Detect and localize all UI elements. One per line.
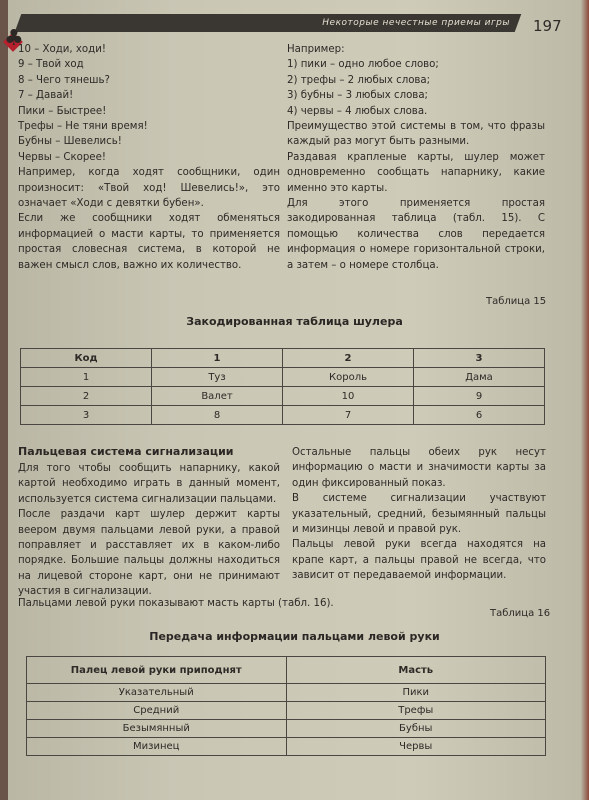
table-16-number: Таблица 16: [490, 608, 551, 619]
text-line: 9 – Твой ход: [18, 59, 84, 71]
page-edge: [581, 0, 589, 800]
right-column-top: [287, 42, 545, 273]
section-title: Пальцевая система сигнализации: [18, 445, 234, 458]
table-header-cell: 1: [152, 349, 283, 368]
book-binding: [0, 0, 8, 800]
table-15: [20, 348, 545, 425]
paragraph: Для того чтобы сообщить напарнику, какой картой необходимо играть в данный момент, используется система сигнализации пальцами.: [18, 463, 280, 505]
paragraph: Если же сообщники ходят обменяться информацией о масти карты, то применяется простая словесная система, в которой не важен смысл слов, важно их количество.: [18, 213, 280, 271]
left-column-top: [18, 42, 280, 273]
table-cell: 2: [21, 387, 152, 406]
table-cell: Дама: [414, 368, 545, 387]
table-header-cell: 2: [283, 349, 414, 368]
right-column-bottom: [292, 445, 546, 584]
text-line: Пики – Быстрее!: [18, 105, 107, 117]
table-cell: Трефы: [286, 702, 546, 720]
table-header-cell: Палец левой руки приподнят: [27, 657, 287, 684]
full-width-line: Пальцами левой руки показывают масть карты (табл. 16).: [18, 598, 334, 609]
page-number: 197: [533, 17, 562, 35]
table-cell: Туз: [152, 368, 283, 387]
table-header-row: [21, 349, 545, 368]
table-cell: 1: [21, 368, 152, 387]
text-line: 1) пики – одно любое слово;: [287, 59, 439, 71]
table-cell: Указательный: [27, 684, 287, 702]
table-header-row: [27, 657, 546, 684]
table-row: [27, 684, 546, 702]
paragraph: Остальные пальцы обеих рук несут информацию о масти и значимости карты за один фиксированный показ.: [292, 447, 546, 489]
table-row: [21, 406, 545, 425]
paragraph: Пальцы левой руки всегда находятся на крапе карт, а пальцы правой не всегда, что зависит от передаваемой информации.: [292, 539, 546, 582]
paragraph: Для этого применяется простая закодированная таблица (табл. 15). С помощью количества слов передается информация о номере горизонтальной строки, а затем – о номере столбца.: [287, 198, 545, 271]
table-header-cell: Масть: [286, 657, 546, 684]
paragraph: После раздачи карт шулер держит карты веером двумя пальцами левой руки, а правой поправляет и расставляет их в каком-либо порядке. Большие пальцы должны находиться на лицевой стороне карт, они не принимают участия в сигнализации.: [18, 509, 280, 598]
running-title: Некоторые нечестные приемы игры: [322, 18, 510, 28]
table-cell: 8: [152, 406, 283, 425]
text-line: 10 – Ходи, ходи!: [18, 44, 106, 55]
text-line: 8 – Чего тянешь?: [18, 74, 110, 86]
text-line: Например:: [287, 44, 345, 55]
table-cell: Бубны: [286, 720, 546, 738]
table-15-number: Таблица 15: [486, 296, 547, 307]
table-cell: Король: [283, 368, 414, 387]
table-row: [27, 720, 546, 738]
text-line: 4) червы – 4 любых слова.: [287, 105, 428, 117]
table-16: [26, 656, 546, 756]
table-16-caption: Передача информации пальцами левой руки: [149, 630, 440, 643]
table-row: [27, 738, 546, 756]
table-row: [21, 387, 545, 406]
table-cell: Червы: [286, 738, 546, 756]
table-cell: 10: [283, 387, 414, 406]
table-cell: 6: [414, 406, 545, 425]
table-header-cell: 3: [414, 349, 545, 368]
text-line: Червы – Скорее!: [18, 151, 106, 163]
text-line: Бубны – Шевелись!: [18, 136, 122, 148]
paragraph: В системе сигнализации участвуют указательный, средний, безымянный пальцы и мизинцы левой и правой рук.: [292, 493, 546, 536]
table-cell: Безымянный: [27, 720, 287, 738]
paragraph: Раздавая крапленые карты, шулер может одновременно сообщать напарнику, какие именно это карты.: [287, 151, 545, 194]
table-cell: Средний: [27, 702, 287, 720]
paragraph: Преимущество этой системы в том, что фразы каждый раз могут быть разными.: [287, 121, 545, 148]
table-cell: 9: [414, 387, 545, 406]
text-line: 7 – Давай!: [18, 90, 74, 102]
club-suit-icon: ♣: [4, 26, 24, 51]
text-line: 2) трефы – 2 любых слова;: [287, 74, 431, 86]
table-cell: 7: [283, 406, 414, 425]
table-row: [27, 702, 546, 720]
text-line: Трефы – Не тяни время!: [18, 121, 148, 133]
table-header-cell: Код: [21, 349, 152, 368]
table-cell: 3: [21, 406, 152, 425]
table-cell: Валет: [152, 387, 283, 406]
paragraph: Например, когда ходят сообщники, один произносит: «Твой ход! Шевелись!», это означает «Ходи с девятки бубен».: [18, 167, 280, 210]
left-column-bottom: [18, 461, 280, 600]
table-cell: Пики: [286, 684, 546, 702]
table-15-caption: Закодированная таблица шулера: [186, 315, 403, 328]
table-row: [21, 368, 545, 387]
table-cell: Мизинец: [27, 738, 287, 756]
text-line: 3) бубны – 3 любых слова;: [287, 90, 428, 102]
